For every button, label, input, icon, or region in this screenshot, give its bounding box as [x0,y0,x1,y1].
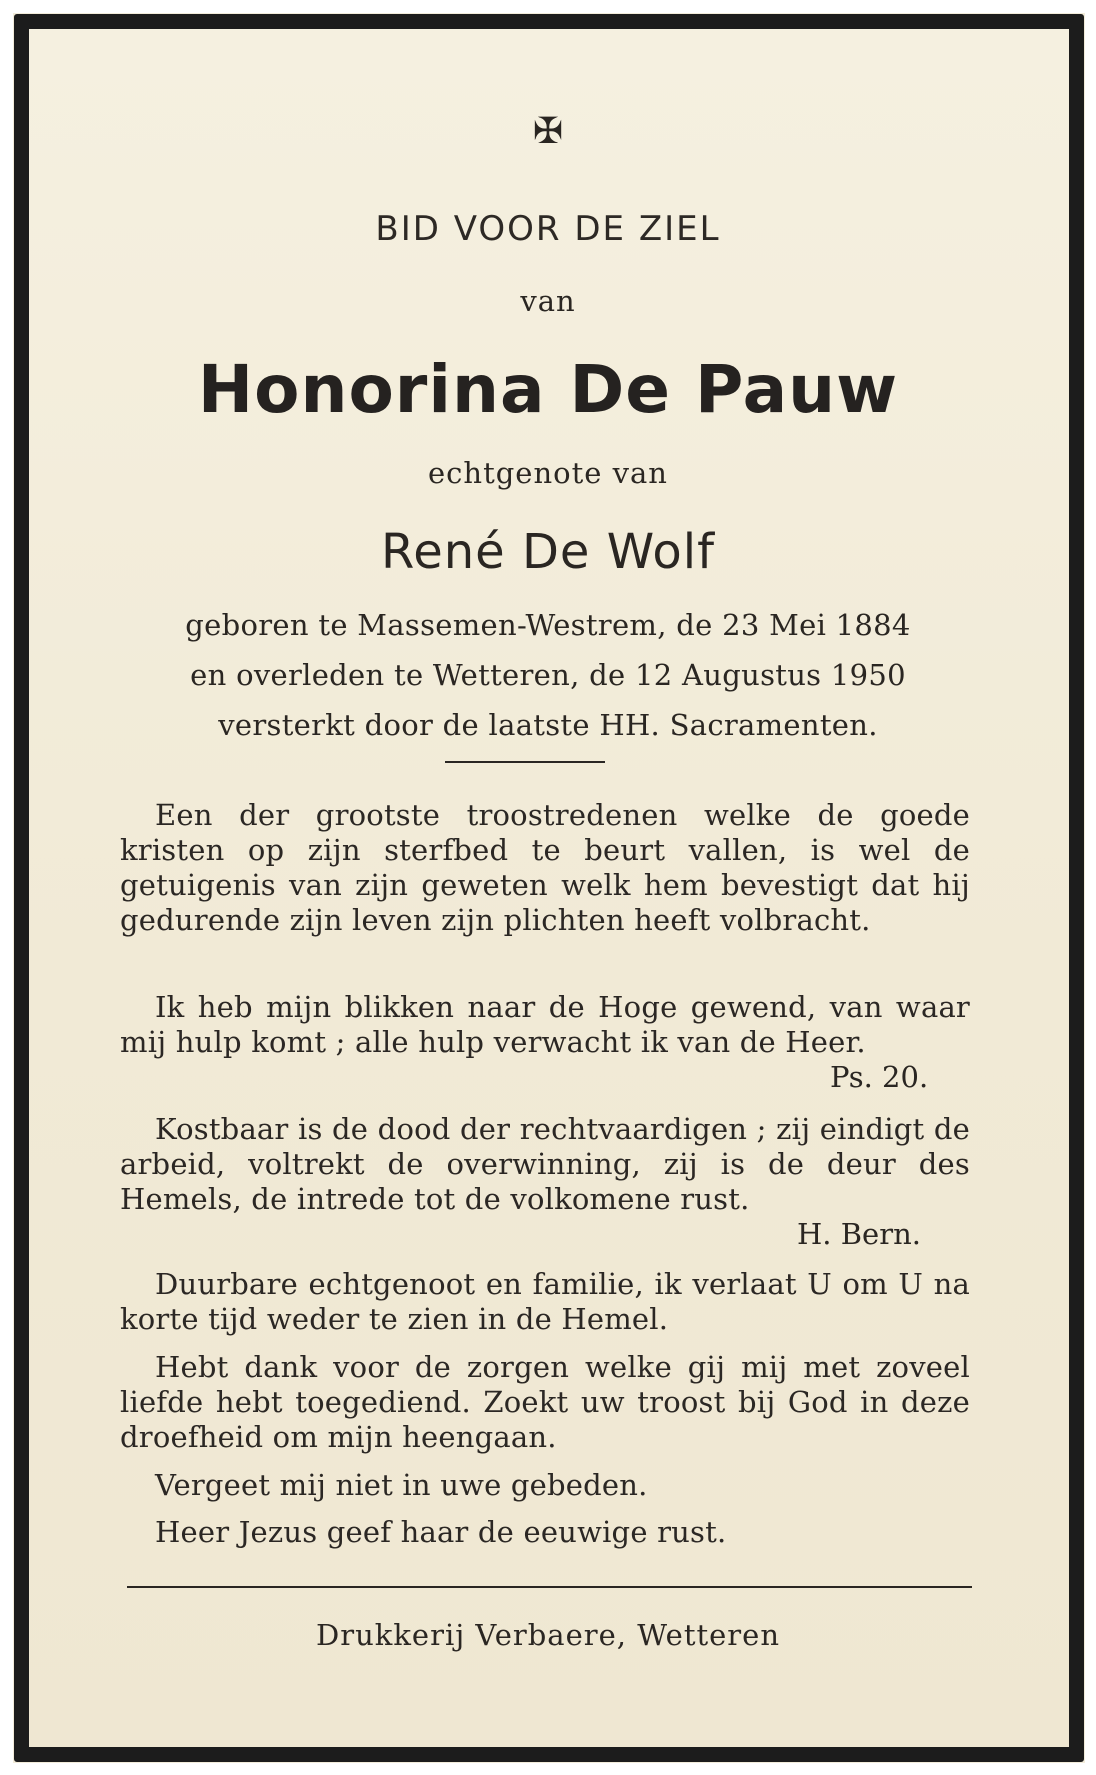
deceased-name: Honorina De Pauw [197,351,899,428]
paragraph-2: Ik heb mijn blikken naar de Hoge gewend, van waar mij hulp komt ; alle hulp verwacht ik van de Heer. [120,990,970,1059]
bernard-reference: H. Bern. [797,1217,921,1251]
paragraph-6: Vergeet mij niet in uwe gebeden. [155,1468,648,1502]
heading: BID VOOR DE ZIEL [375,209,721,249]
paragraph-1: Een der grootste troostredenen welke de goede kristen op zijn sterfbed te beurt vallen, is wel de getuigenis van zijn geweten welk hem bevestigt dat hij gedurende zijn leven zijn plichten heeft volbracht. [120,798,970,937]
cross-icon: ✠ [532,111,564,152]
paragraph-3: Kostbaar is de dood der rechtvaardigen ; zij eindigt de arbeid, voltrekt de overwinning, zij is de deur des Hemels, de intrede tot de volkomene rust. [120,1112,970,1216]
paragraph-5: Hebt dank voor de zorgen welke gij mij met zoveel liefde hebt toegediend. Zoekt uw troost bij God in deze droefheid om mijn heengaan. [120,1350,970,1454]
psalm-reference: Ps. 20. [830,1060,929,1094]
van-text: van [520,284,576,318]
short-divider [445,761,605,763]
printer-credit: Drukkerij Verbaere, Wetteren [315,1618,780,1652]
spouse-name: René De Wolf [381,524,715,580]
sacraments-line: versterkt door de laatste HH. Sacramenten. [218,708,878,742]
paragraph-7: Heer Jezus geef haar de eeuwige rust. [155,1515,727,1549]
dates-block [0,600,1096,750]
death-line: en overleden te Wetteren, de 12 Augustus 1950 [190,658,906,692]
birth-line: geboren te Massemen-Westrem, de 23 Mei 1884 [185,608,911,642]
paragraph-4: Duurbare echtgenoot en familie, ik verlaat U om U na korte tijd weder te zien in de Hemel. [120,1267,970,1336]
relation-text: echtgenote van [428,456,668,490]
footer-divider [127,1586,972,1588]
